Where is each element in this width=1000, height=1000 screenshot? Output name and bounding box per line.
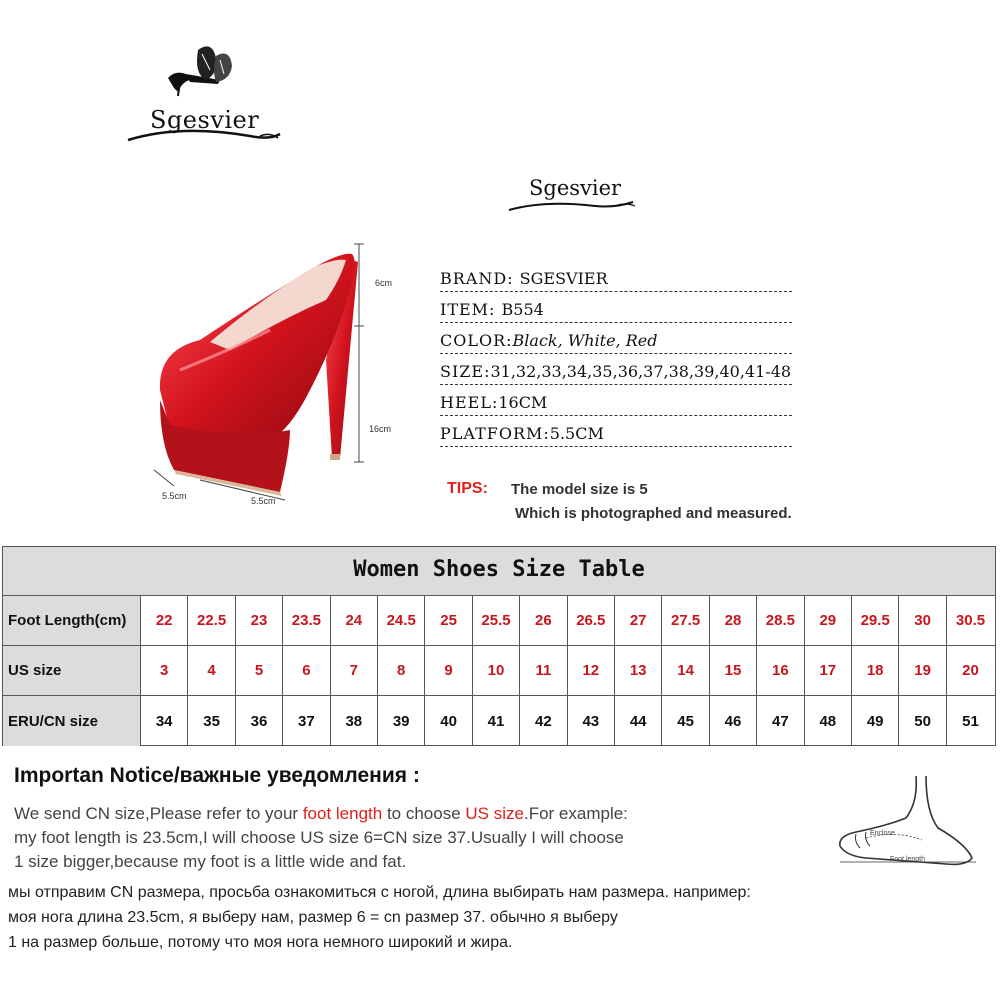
size-table-cell: 27 [615, 596, 662, 645]
spec-value: B554 [501, 300, 544, 319]
size-table-cell: 15 [710, 646, 757, 695]
size-table-row [3, 696, 995, 746]
size-table-cell: 25 [425, 596, 472, 645]
size-table [2, 546, 996, 746]
spec-line [440, 423, 792, 449]
size-table-cell: 20 [962, 662, 979, 679]
platform-front-dimension: 5.5cm [162, 491, 187, 501]
size-table-row-label: ERU/CN size [3, 696, 141, 746]
size-table-cell: 26.5 [568, 596, 615, 645]
size-table-cell: 42 [520, 696, 567, 746]
size-table-cell: 13 [615, 646, 662, 695]
spec-dashed-underline [440, 384, 792, 385]
brand-logo-small-text: Sgesvier [529, 176, 622, 200]
spec-value: Black, White, Red [512, 331, 658, 350]
size-table-row-label: Foot Length(cm) [3, 596, 141, 645]
notice-en-line-1 [14, 804, 628, 824]
heel-dimension: 16cm [369, 424, 392, 434]
size-table-cell: 37 [283, 696, 330, 746]
spec-dashed-underline [440, 353, 792, 354]
notice-en-text: We send CN size,Please refer to your [14, 804, 303, 823]
spec-value: 16CM [498, 393, 548, 412]
size-table-cell: 24.5 [378, 596, 425, 645]
butterfly-heel-icon [120, 40, 290, 160]
size-table-cell: 38 [331, 696, 378, 746]
size-table-cell: 51 [962, 712, 979, 730]
size-table-cell: 41 [473, 696, 520, 746]
size-table-cell: 34 [141, 696, 188, 746]
spec-label: COLOR: [440, 331, 513, 350]
platform-back-dimension: 5.5cm [251, 496, 276, 506]
size-table-cell: 7 [331, 646, 378, 695]
size-table-cell: 47 [757, 696, 804, 746]
size-table-title-row [3, 547, 995, 596]
spec-value: SGESVIER [519, 269, 608, 288]
notice-en-text: to choose [382, 804, 466, 823]
size-table-cell: 23 [236, 596, 283, 645]
spec-label: SIZE: [440, 362, 491, 381]
size-table-cell: 44 [615, 696, 662, 746]
spec-line [440, 330, 792, 356]
size-table-cell: 5 [236, 646, 283, 695]
spec-label: PLATFORM: [440, 424, 550, 443]
size-table-cell: 46 [710, 696, 757, 746]
foot-enclose-label: Enclose [870, 830, 895, 837]
shoe-image [140, 230, 410, 520]
size-table-cell: 10 [473, 646, 520, 695]
size-table-cell: 19 [899, 646, 946, 695]
spec-label: BRAND: [440, 269, 520, 288]
notice-en-line-3: 1 size bigger,because my foot is a little wide and fat. [14, 852, 407, 871]
size-table-cell: 39 [378, 696, 425, 746]
logo-swoosh-icon [505, 170, 640, 218]
notice-foot-length-highlight: foot length [302, 804, 383, 823]
size-table-cell: 24 [331, 596, 378, 645]
size-table-cell: 8 [378, 646, 425, 695]
notice-ru-line-3: 1 на размер больше, потому что моя нога немного широкий и жира. [8, 934, 513, 951]
tips-line-2: Which is photographed and measured. [515, 505, 792, 522]
size-table-cell: 30.5 [955, 612, 986, 629]
brand-logo-text: Sgesvier [150, 106, 260, 134]
heel-upper-dimension: 6cm [375, 278, 393, 288]
spec-line [440, 268, 792, 294]
size-table-cell: 4 [188, 646, 235, 695]
brand-logo-small [505, 170, 640, 218]
size-table-cell: 43 [568, 696, 615, 746]
size-table-cell: 28 [710, 596, 757, 645]
notice-ru-line-2: моя нога длина 23.5cm, я выберу нам, размер 6 = cn размер 37. обычно я выберу [8, 909, 618, 926]
size-table-cell: 30 [899, 596, 946, 645]
size-table-cell: 27.5 [662, 596, 709, 645]
size-table-cell: 12 [568, 646, 615, 695]
spec-dashed-underline [440, 446, 792, 447]
size-table-cell: 28.5 [757, 596, 804, 645]
size-table-cell: 22 [141, 596, 188, 645]
size-table-cell: 6 [283, 646, 330, 695]
tips-line-1: The model size is 5 [511, 481, 648, 498]
foot-length-label: Foot length [890, 856, 926, 863]
size-table-cell: 3 [141, 646, 188, 695]
size-table-cell: 35 [188, 696, 235, 746]
size-table-cell: 48 [805, 696, 852, 746]
size-table-cell: 50 [899, 696, 946, 746]
spec-dashed-underline [440, 291, 792, 292]
size-table-cell: 11 [520, 646, 567, 695]
size-table-cell: 29 [805, 596, 852, 645]
spec-label: ITEM: [440, 300, 502, 319]
size-table-cell: 40 [425, 696, 472, 746]
size-table-row-label: US size [3, 646, 141, 695]
spec-line [440, 299, 792, 325]
notice-title: Importan Notice/важные уведомления : [14, 764, 420, 787]
spec-value: 5.5CM [549, 424, 604, 443]
spec-line [440, 392, 792, 418]
notice-ru-line-1: мы отправим CN размера, просьба ознакомиться с ногой, длина выбирать нам размера. например: [8, 884, 751, 901]
size-table-cell: 45 [662, 696, 709, 746]
foot-measure-diagram [826, 772, 986, 872]
size-table-cell: 29.5 [852, 596, 899, 645]
size-table-cell: 22.5 [188, 596, 235, 645]
size-table-title: Women Shoes Size Table [353, 557, 645, 582]
size-table-cell: 14 [662, 646, 709, 695]
size-table-cell: 16 [757, 646, 804, 695]
size-table-cell: 49 [852, 696, 899, 746]
size-table-cell: 17 [805, 646, 852, 695]
size-table-cell: 36 [236, 696, 283, 746]
spec-line [440, 361, 792, 387]
size-table-cell: 26 [520, 596, 567, 645]
tips-label: TIPS: [447, 480, 488, 497]
spec-dashed-underline [440, 322, 792, 323]
size-table-row [3, 596, 995, 646]
brand-logo [120, 40, 290, 160]
size-table-cell: 25.5 [473, 596, 520, 645]
size-table-cell: 9 [425, 646, 472, 695]
size-table-cell: 18 [852, 646, 899, 695]
notice-en-line-2: my foot length is 23.5cm,I will choose US size 6=CN size 37.Usually I will choose [14, 828, 624, 847]
size-table-cell: 23.5 [283, 596, 330, 645]
notice-en-text: .For example: [523, 804, 628, 823]
notice-us-size-highlight: US size [465, 804, 524, 823]
spec-label: HEEL: [440, 393, 499, 412]
size-table-row [3, 646, 995, 696]
spec-value: 31,32,33,34,35,36,37,38,39,40,41-48 [490, 362, 792, 381]
spec-dashed-underline [440, 415, 792, 416]
